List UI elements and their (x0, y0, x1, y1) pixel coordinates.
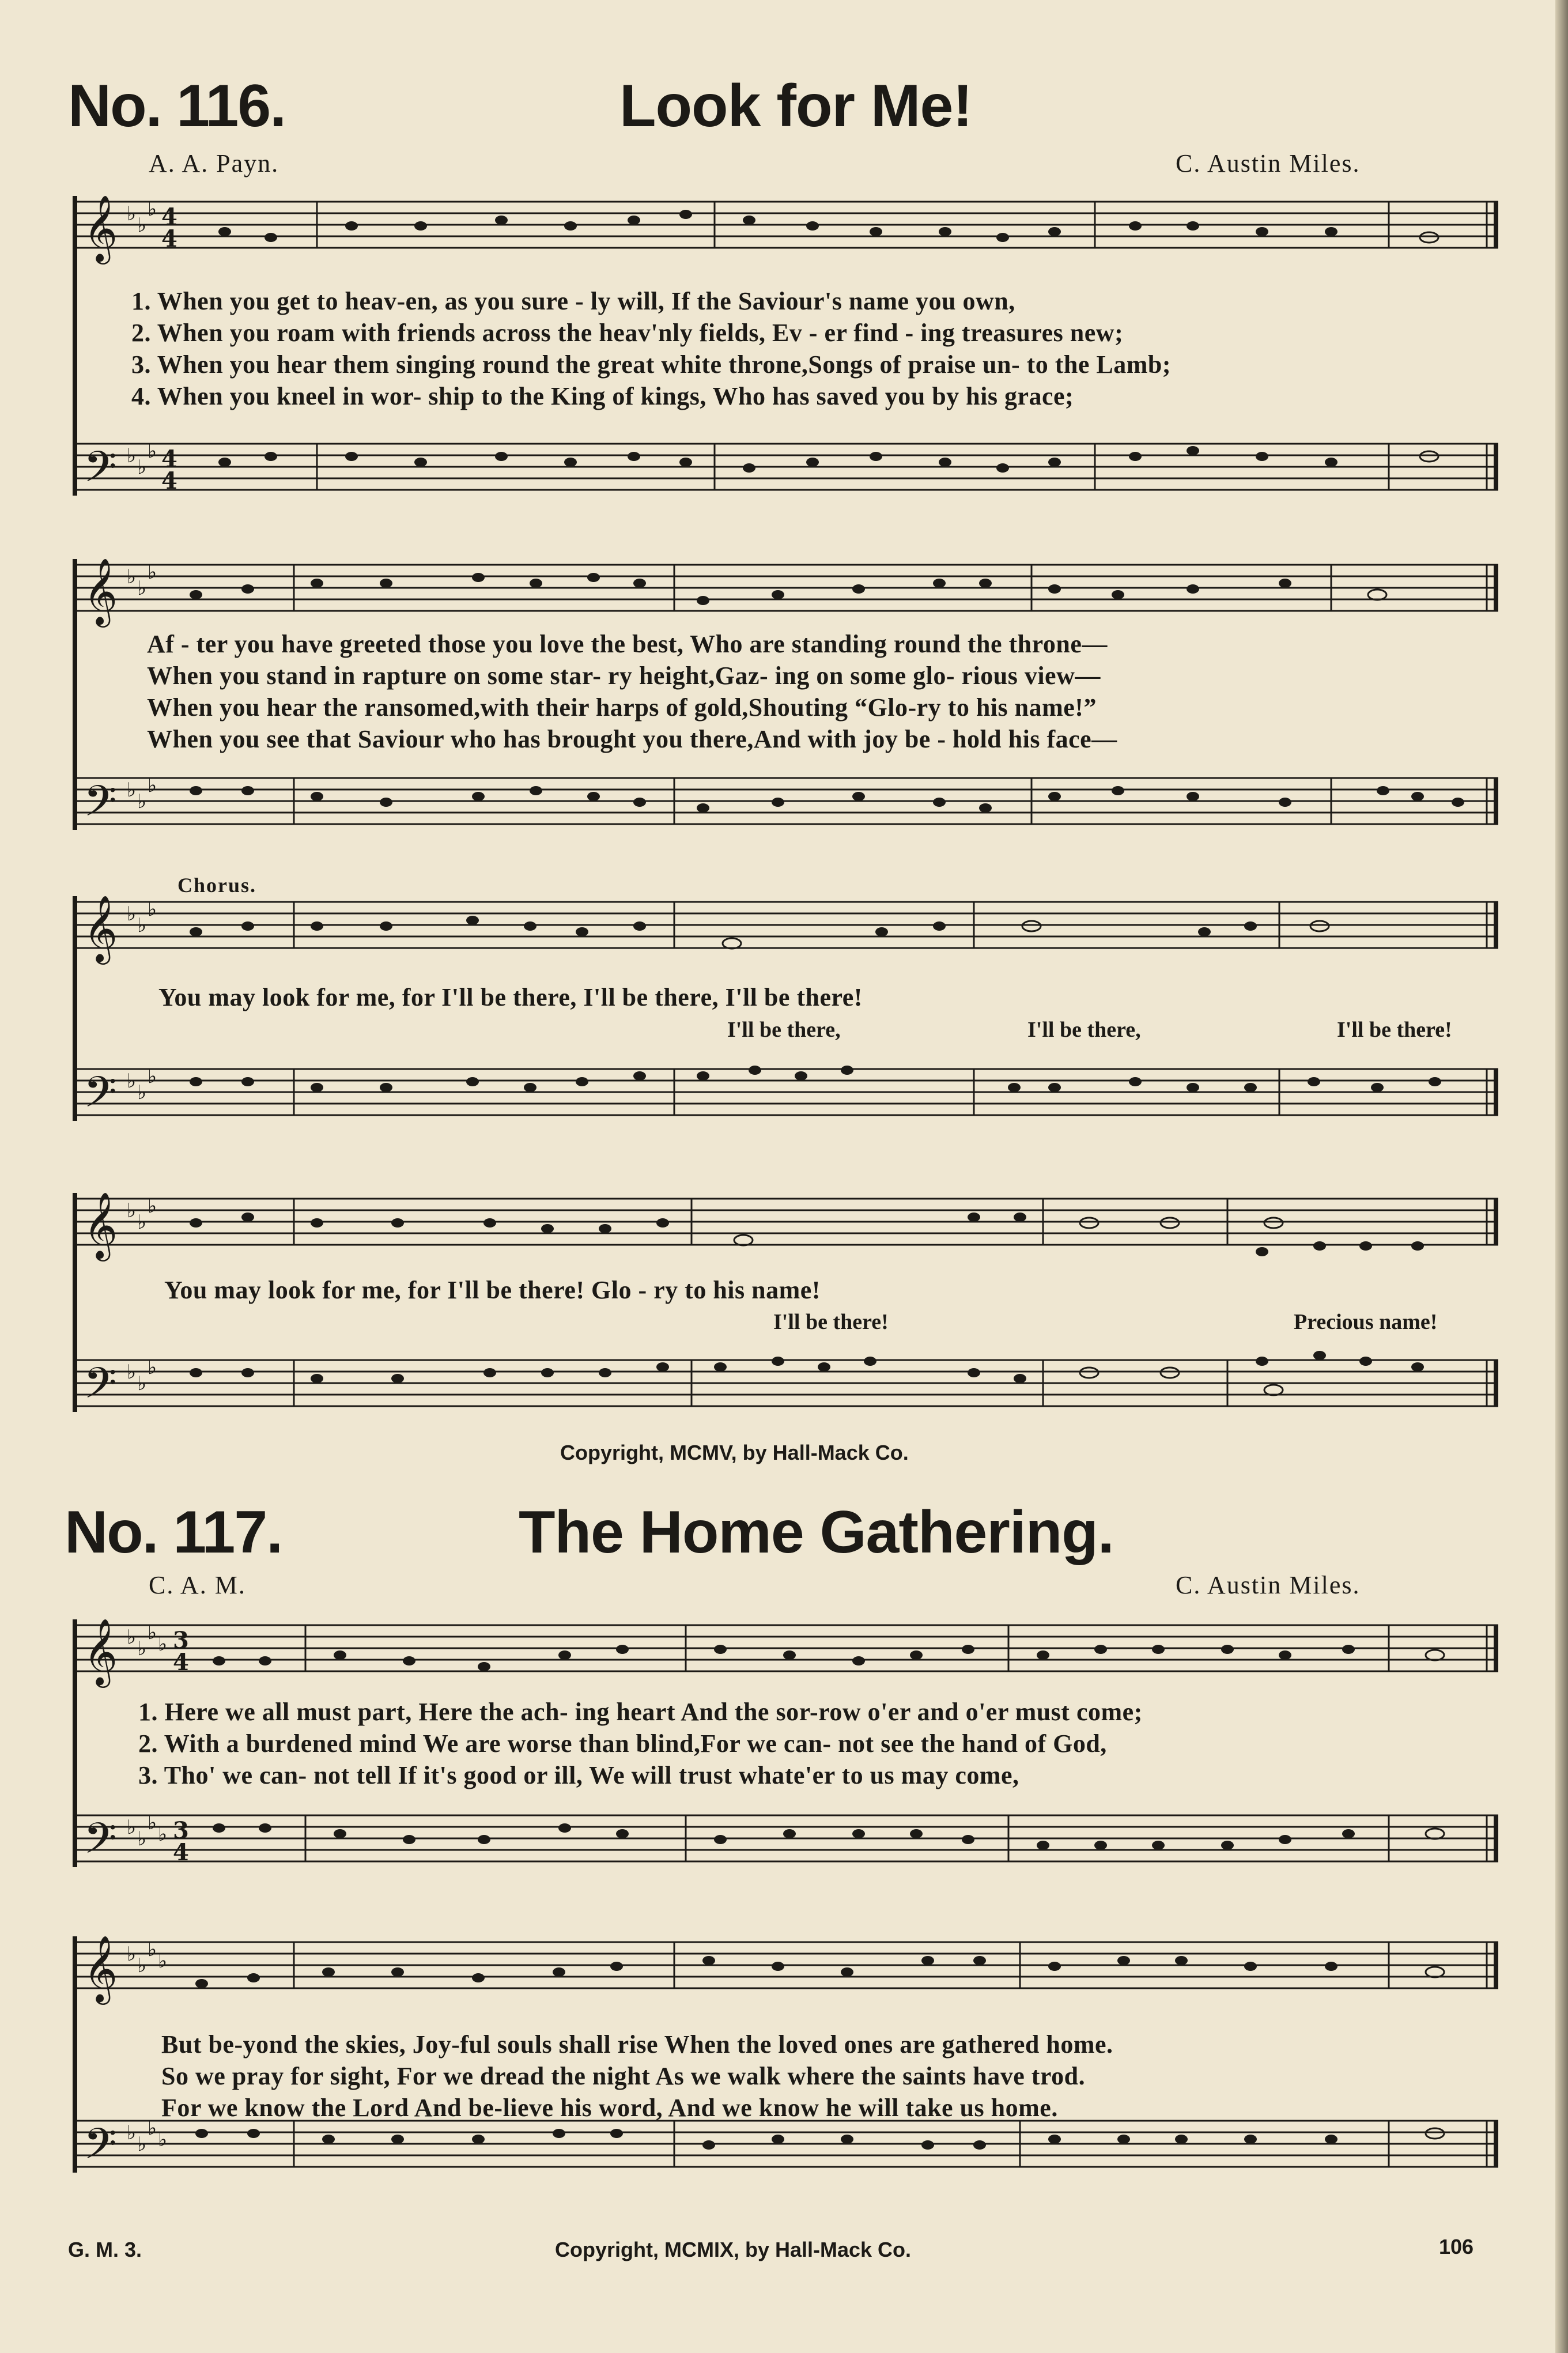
svg-text:♭: ♭ (137, 1637, 147, 1660)
svg-text:♭: ♭ (137, 914, 147, 937)
svg-text:4: 4 (161, 203, 177, 231)
verse-line: 1. Here we all must part, Here the ach- ing heart And the sor-row o'er and o'er must come; (138, 1698, 1143, 1726)
svg-text:𝄢: 𝄢 (84, 776, 117, 837)
page-number: 106 (1439, 2235, 1474, 2258)
svg-text:𝄞: 𝄞 (84, 1191, 118, 1259)
chorus-echo: I'll be there! (773, 1310, 889, 1334)
svg-text:♭: ♭ (137, 214, 147, 237)
svg-text:𝄞: 𝄞 (84, 557, 118, 625)
hymn-116-verses-a (131, 285, 1171, 412)
svg-text:♭: ♭ (148, 2117, 157, 2140)
svg-text:𝄞: 𝄞 (84, 1935, 118, 2002)
chorus-echo: I'll be there, (727, 1018, 841, 1042)
chorus-label: Chorus. (177, 874, 257, 897)
hymn-116-chorus-system-2 (63, 1187, 1504, 1429)
svg-text:♭: ♭ (148, 1195, 157, 1218)
svg-text:3: 3 (173, 1627, 189, 1654)
svg-text:♭: ♭ (137, 790, 147, 813)
hymn-117-verses-b (161, 2029, 1113, 2124)
verse-line: But be-yond the skies, Joy-ful souls shall rise When the loved ones are gathered home. (161, 2030, 1113, 2059)
verse-line: 3. Tho' we can- not tell If it's good or ill, We will trust whate'er to us may come, (138, 1761, 1019, 1789)
svg-text:4: 4 (173, 1839, 189, 1866)
svg-text:𝄢: 𝄢 (84, 442, 117, 501)
svg-text:♭: ♭ (137, 1211, 147, 1234)
verse-line: Af - ter you have greeted those you love the best, Who are standing round the throne— (147, 630, 1108, 658)
verse-line: 3. When you hear them singing round the great white throne,Songs of praise un- to the Lamb; (131, 350, 1172, 379)
verse-line: When you stand in rapture on some star- ry height,Gaz- ing on some glo- rious view— (147, 662, 1101, 690)
verse-line: So we pray for sight, For we dread the night As we walk where the saints have trod. (161, 2062, 1086, 2090)
svg-text:♭: ♭ (127, 444, 137, 467)
svg-text:♭: ♭ (127, 202, 137, 225)
hymn-117-verses-a (138, 1696, 1143, 1791)
svg-text:♭: ♭ (127, 1943, 137, 1966)
svg-text:♭: ♭ (127, 779, 137, 802)
chorus-echo: Precious name! (1294, 1310, 1438, 1334)
svg-text:♭: ♭ (127, 2121, 137, 2144)
svg-text:♭: ♭ (127, 1070, 137, 1093)
svg-text:𝄢: 𝄢 (84, 1358, 117, 1419)
svg-text:𝄞: 𝄞 (84, 894, 118, 962)
svg-text:♭: ♭ (148, 198, 157, 221)
svg-text:♭: ♭ (137, 2133, 147, 2156)
svg-text:4: 4 (161, 467, 177, 494)
svg-text:𝄢: 𝄢 (84, 2119, 117, 2180)
svg-text:4: 4 (173, 1649, 189, 1676)
svg-text:♭: ♭ (148, 1065, 157, 1088)
hymn-117-lyricist: C. A. M. (149, 1571, 246, 1599)
svg-text:♭: ♭ (137, 456, 147, 479)
svg-text:♭: ♭ (148, 898, 157, 921)
svg-text:♭: ♭ (148, 1938, 157, 1961)
hymn-117-title: The Home Gathering. (519, 1499, 1114, 1566)
footer-copyright: Copyright, MCMIX, by Hall-Mack Co. (555, 2238, 912, 2261)
svg-text:♭: ♭ (127, 902, 137, 926)
verse-line: When you hear the ransomed,with their harps of gold,Shouting “Glo-ry to his name!” (147, 693, 1097, 722)
svg-text:♭: ♭ (137, 1954, 147, 1977)
svg-text:♭: ♭ (148, 1356, 157, 1379)
hymn-116-verses-b (147, 628, 1117, 755)
svg-text:4: 4 (161, 445, 177, 473)
verse-line: When you see that Saviour who has brought you there,And with joy be - hold his face— (147, 725, 1117, 753)
svg-text:𝄢: 𝄢 (84, 1067, 117, 1128)
chorus-echo: I'll be there, (1027, 1018, 1141, 1042)
svg-text:𝄞: 𝄞 (84, 194, 118, 262)
svg-text:♭: ♭ (148, 1811, 157, 1834)
svg-text:♭: ♭ (148, 561, 157, 584)
verse-line: 4. When you kneel in wor- ship to the King of kings, Who has saved you by his grace; (131, 382, 1074, 410)
verse-line: For we know the Lord And be-lieve his word, And we know he will take us home. (161, 2094, 1058, 2122)
hymn-116-number: No. 116. (68, 73, 286, 139)
svg-text:♭: ♭ (127, 1816, 137, 1839)
hymn-116-composer: C. Austin Miles. (1176, 149, 1361, 177)
svg-text:♭: ♭ (127, 1199, 137, 1222)
svg-text:𝄞: 𝄞 (84, 1618, 118, 1685)
svg-text:♭: ♭ (148, 440, 157, 463)
svg-text:♭: ♭ (137, 1372, 147, 1395)
svg-text:♭: ♭ (137, 1827, 147, 1850)
svg-text:♭: ♭ (127, 565, 137, 588)
svg-text:𝄢: 𝄢 (84, 1814, 117, 1874)
svg-text:♭: ♭ (158, 1823, 168, 1846)
svg-text:♭: ♭ (137, 1081, 147, 1104)
hymn-117-number: No. 117. (65, 1499, 282, 1566)
svg-text:♭: ♭ (137, 577, 147, 600)
chorus-echo: I'll be there! (1337, 1018, 1452, 1042)
svg-text:♭: ♭ (158, 2128, 168, 2151)
svg-text:♭: ♭ (127, 1361, 137, 1384)
verse-line: 2. With a burdened mind We are worse than blind,For we can- not see the hand of God, (138, 1729, 1107, 1758)
chorus-line-1: You may look for me, for I'll be there, I'll be there, I'll be there! (158, 983, 863, 1011)
svg-text:3: 3 (173, 1817, 189, 1844)
svg-text:♭: ♭ (158, 1633, 168, 1656)
verse-line: 1. When you get to heav-en, as you sure - ly will, If the Saviour's name you own, (131, 287, 1015, 315)
svg-text:♭: ♭ (148, 774, 157, 797)
hymn-116-lyricist: A. A. Payn. (149, 149, 279, 177)
hymn-116-title: Look for Me! (619, 73, 972, 139)
hymn-116-copyright: Copyright, MCMV, by Hall-Mack Co. (560, 1441, 909, 1464)
chorus-line-2: You may look for me, for I'll be there! Glo - ry to his name! (164, 1276, 821, 1304)
hymn-117-composer: C. Austin Miles. (1176, 1571, 1361, 1599)
footer-signature: G. M. 3. (68, 2238, 142, 2261)
svg-text:♭: ♭ (127, 1626, 137, 1649)
svg-text:4: 4 (161, 225, 177, 252)
page-edge (1555, 0, 1568, 2353)
svg-text:♭: ♭ (148, 1621, 157, 1644)
verse-line: 2. When you roam with friends across the heav'nly fields, Ev - er find - ing treasures new; (131, 319, 1124, 347)
svg-text:♭: ♭ (158, 1950, 168, 1973)
